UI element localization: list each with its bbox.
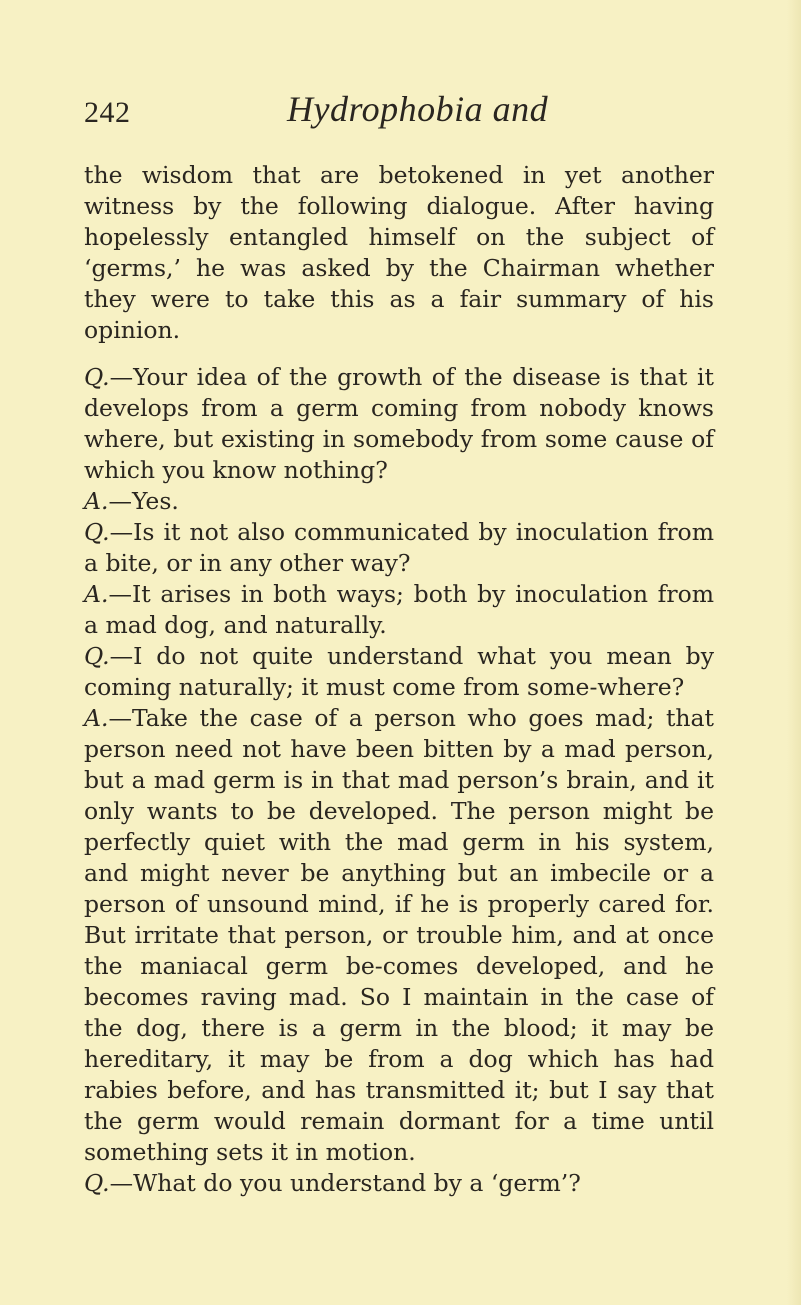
dialogue-text: —What do you understand by a ‘germ’? [109, 1169, 581, 1197]
dialogue-answer-3 [84, 703, 714, 1168]
page-body [84, 160, 714, 1199]
dialogue-answer-2 [84, 579, 714, 641]
dialogue-text: —Is it not also communicated by inoculation from a bite, or in any other way? [84, 518, 714, 577]
page-number: 242 [84, 96, 131, 129]
speaker-label: Q. [84, 642, 110, 670]
dialogue-text: —I do not quite understand what you mean by coming naturally; it must come from some-where? [84, 642, 714, 701]
page-edge-shadow [787, 0, 801, 1305]
intro-paragraph: the wisdom that are betokened in yet another witness by the following dialogue. After having hopelessly entangled himself on the subject of ‘germs,’ he was asked by the Chairman whether they were to take this as a fair summary of his opinion. [84, 161, 714, 344]
dialogue-answer-1 [84, 486, 714, 517]
speaker-label: A. [84, 704, 109, 732]
speaker-label: Q. [84, 518, 110, 546]
dialogue-text: —Take the case of a person who goes mad; that person need not have been bitten by a mad person, but a mad germ is in that mad person’s brain, and it only wants to be developed. The person might be perfectly quiet with the mad germ in his system, and might never be anything but an imbecile or a person of unsound mind, if he is properly cared for. But irritate that person, or trouble him, and at once the maniacal germ be-comes developed, and he becomes raving mad. So I maintain in the case of the dog, there is a germ in the blood; it may be hereditary, it may be from a dog which has had rabies before, and has transmitted it; but I say that the germ would remain dormant for a time until something sets it in motion. [84, 704, 714, 1166]
dialogue-question-1 [84, 362, 714, 486]
speaker-label: A. [84, 580, 109, 608]
dialogue-text: —Your idea of the growth of the disease is that it develops from a germ coming from nobody knows where, but existing in somebody from some cause of which you know nothing? [84, 363, 714, 484]
running-head: Hydrophobia and [287, 89, 549, 129]
dialogue-question-4 [84, 1168, 714, 1199]
speaker-label: Q. [84, 1169, 110, 1197]
dialogue-question-2 [84, 517, 714, 579]
dialogue-question-3 [84, 641, 714, 703]
dialogue-text: —Yes. [108, 487, 179, 515]
page-header [84, 88, 724, 138]
dialogue-text: —It arises in both ways; both by inoculation from a mad dog, and naturally. [84, 580, 714, 639]
speaker-label: Q. [84, 363, 110, 391]
speaker-label: A. [84, 487, 109, 515]
